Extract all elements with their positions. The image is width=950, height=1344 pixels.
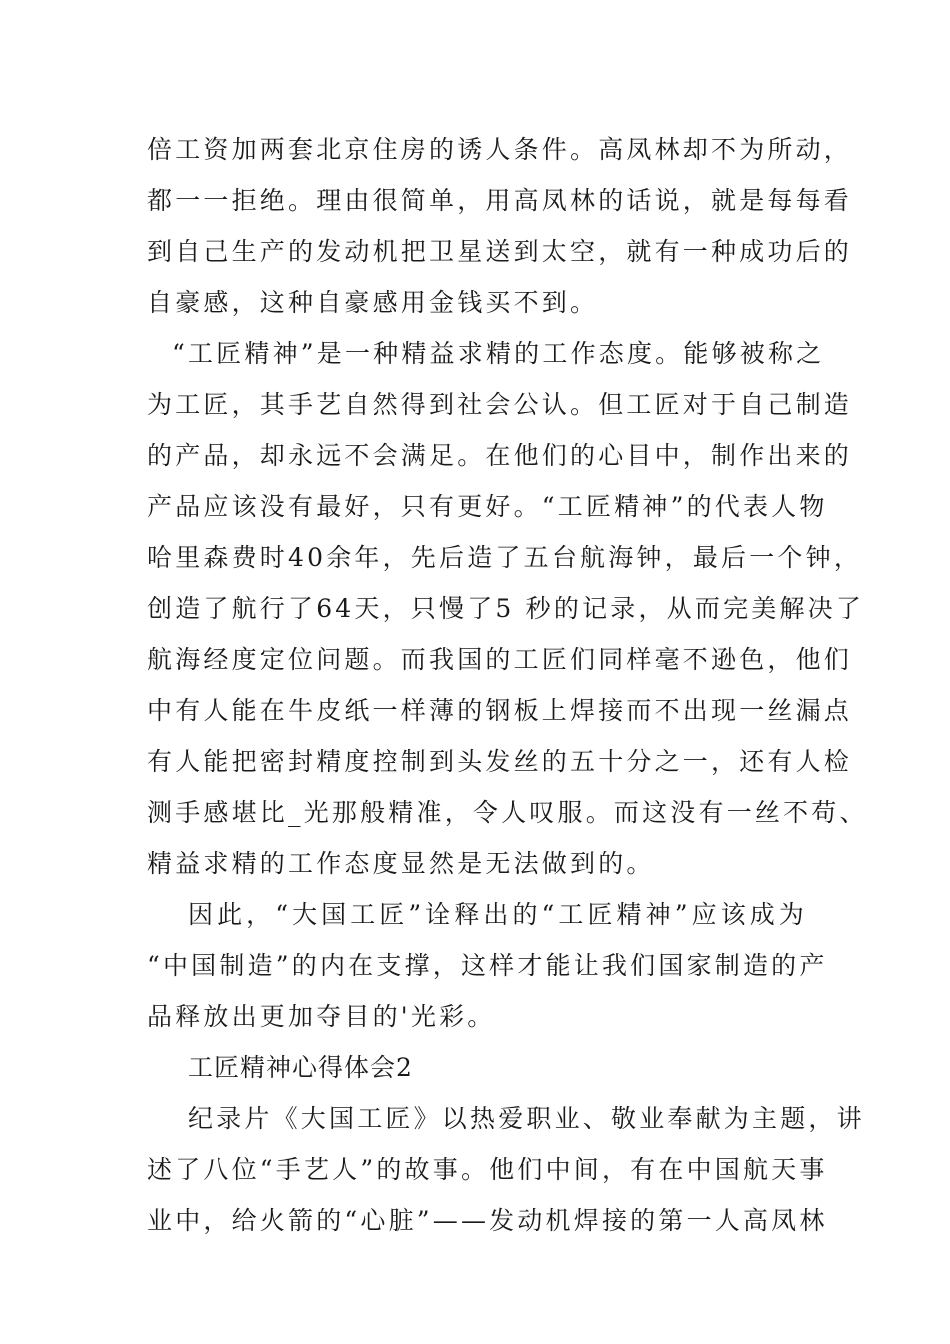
text-line: 品释放出更加夺目的'光彩。 (147, 1002, 496, 1031)
text-line: 航海经度定位问题。而我国的工匠们同样毫不逊色，他们 (147, 645, 853, 674)
text-line: 倍工资加两套北京住房的诱人条件。高凤林却不为所动， (147, 135, 853, 164)
text-line: 都一一拒绝。理由很简单，用高凤林的话说，就是每每看 (147, 186, 853, 215)
text-line: 产品应该没有最好，只有更好。“工匠精神”的代表人物 (147, 492, 828, 521)
text-line: 的产品，却永远不会满足。在他们的心目中，制作出来的 (147, 441, 853, 470)
paragraph-first-line: “工匠精神”是一种精益求精的工作态度。能够被称之 (172, 339, 825, 368)
paragraph-first-line: 因此，“大国工匠”诠释出的“工匠精神”应该成为 (188, 900, 807, 929)
text-line: 业中，给火箭的“心脏”——发动机焊接的第一人高凤林 (147, 1206, 828, 1235)
text-line: 自豪感，这种自豪感用金钱买不到。 (147, 288, 599, 317)
text-line: 精益求精的工作态度显然是无法做到的。 (147, 849, 655, 878)
text-line: 测手感堪比_光那般精准，令人叹服。而这没有一丝不苟、 (147, 798, 868, 827)
text-line: 为工匠，其手艺自然得到社会公认。但工匠对于自己制造 (147, 390, 853, 419)
text-line: 中有人能在牛皮纸一样薄的钢板上焊接而不出现一丝漏点 (147, 696, 853, 725)
text-line: 创造了航行了64天，只慢了5 秒的记录，从而完美解决了 (147, 594, 865, 623)
text-line: 述了八位“手艺人”的故事。他们中间，有在中国航天事 (147, 1155, 828, 1184)
text-line: 有人能把密封精度控制到头发丝的五十分之一，还有人检 (147, 747, 853, 776)
text-line: “中国制造”的内在支撑，这样才能让我们国家制造的产 (147, 951, 828, 980)
paragraph-first-line: 纪录片《大国工匠》以热爱职业、敬业奉献为主题，讲 (188, 1104, 865, 1133)
text-line: 到自己生产的发动机把卫星送到太空，就有一种成功后的 (147, 237, 853, 266)
text-line: 哈里森费时40余年，先后造了五台航海钟，最后一个钟， (147, 543, 863, 572)
section-heading: 工匠精神心得体会2 (188, 1053, 413, 1082)
